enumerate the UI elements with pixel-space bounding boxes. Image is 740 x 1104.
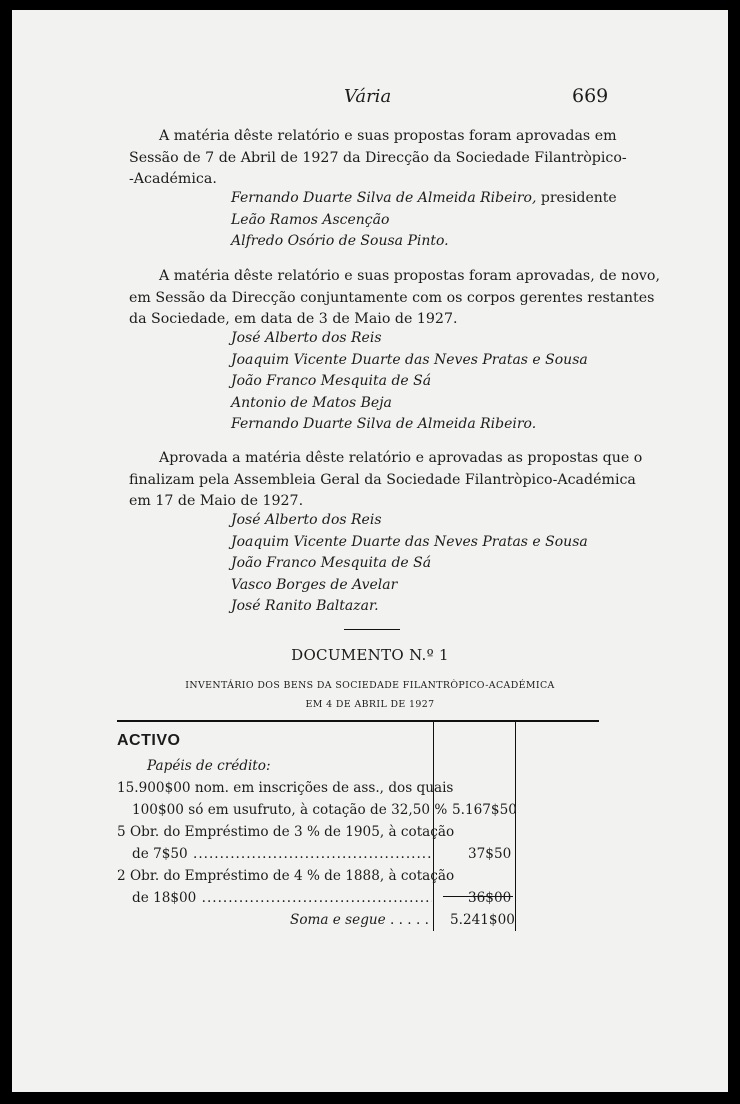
text-line: da Sociedade, em data de 3 de Maio de 1927.	[129, 311, 458, 327]
ledger-row-text: 15.900$00 nom. em inscrições de ass., dos quais	[117, 780, 454, 796]
signature-line: Leão Ramos Ascenção	[231, 211, 390, 228]
ledger-row-text: de 7$50 .....	[132, 846, 432, 862]
document-title: DOCUMENTO N.º 1	[291, 646, 449, 664]
ledger-row-amount: 37$50	[468, 846, 512, 862]
signature-line: José Alberto dos Reis	[231, 512, 382, 528]
ledger-row-text: de 18$00 .....	[132, 890, 432, 906]
paragraph-approval-assembly	[129, 448, 643, 513]
signature-line: Fernando Duarte Silva de Almeida Ribeiro, presidente	[231, 190, 617, 206]
signature-line: Joaquim Vicente Duarte das Neves Pratas e Sousa	[231, 351, 588, 368]
text-line: A matéria dêste relatório e suas propostas foram aprovadas em	[159, 128, 617, 144]
text-line: Sessão de 7 de Abril de 1927 da Direcção da Sociedade Filantròpico-	[129, 149, 627, 166]
signature-line: José Ranito Baltazar.	[231, 598, 379, 615]
ledger-section-title: ACTIVO	[117, 732, 181, 749]
signatures-block-3	[231, 510, 588, 618]
inventory-date: EM 4 DE ABRIL DE 1927	[305, 699, 435, 710]
text-line: finalizam pela Assembleia Geral da Sociedade Filantròpico-Académica	[129, 471, 636, 488]
section-divider	[344, 629, 400, 630]
signatures-block-1	[231, 188, 617, 253]
ledger-total-label: Soma e segue . . . . .	[290, 912, 429, 928]
ledger-row-text: 5 Obr. do Empréstimo de 3 % de 1905, à cotação	[117, 824, 455, 840]
signature-role: presidente	[540, 190, 617, 206]
signature-line: Fernando Duarte Silva de Almeida Ribeiro.	[231, 416, 537, 433]
ledger-row-amount: 36$00	[468, 890, 512, 906]
signature-line: Alfredo Osório de Sousa Pinto.	[231, 233, 449, 250]
ledger-column-rule	[515, 722, 516, 931]
ledger-subheading: Papéis de crédito:	[147, 758, 271, 774]
signature-line: João Franco Mesquita de Sá	[231, 373, 432, 390]
signature-line: Vasco Borges de Avelar	[231, 576, 398, 593]
running-title: Vária	[344, 86, 392, 107]
paragraph-approval-again	[129, 266, 660, 331]
paragraph-approval-direction	[129, 126, 627, 191]
inventory-subtitle: INVENTÁRIO DOS BENS DA SOCIEDADE FILANTRÒPICO-ACADÉMICA	[185, 680, 555, 691]
ledger-top-rule	[117, 720, 599, 722]
ledger-total-amount: 5.241$00	[450, 912, 515, 928]
signature-line: José Alberto dos Reis	[231, 330, 382, 346]
signature-line: Joaquim Vicente Duarte das Neves Pratas e Sousa	[231, 533, 588, 550]
signature-line: Antonio de Matos Beja	[231, 394, 392, 411]
signature-line: João Franco Mesquita de Sá	[231, 555, 432, 572]
ledger-row-text: 2 Obr. do Empréstimo de 4 % de 1888, à cotação	[117, 868, 455, 884]
page-number: 669	[572, 85, 609, 107]
document-page	[12, 10, 728, 1092]
text-line: -Académica.	[129, 171, 217, 187]
ledger-row-amount: 5.167$50	[452, 802, 517, 818]
text-line: em Sessão da Direcção conjuntamente com os corpos gerentes restantes	[129, 289, 655, 306]
text-line: A matéria dêste relatório e suas propostas foram aprovadas, de novo,	[159, 268, 660, 284]
ledger-row-text: 100$00 só em usufruto, à cotação de 32,50 %	[132, 802, 448, 818]
text-line: Aprovada a matéria dêste relatório e aprovadas as propostas que o	[159, 450, 643, 466]
signatures-block-2	[231, 328, 588, 436]
text-line: em 17 de Maio de 1927.	[129, 493, 304, 509]
